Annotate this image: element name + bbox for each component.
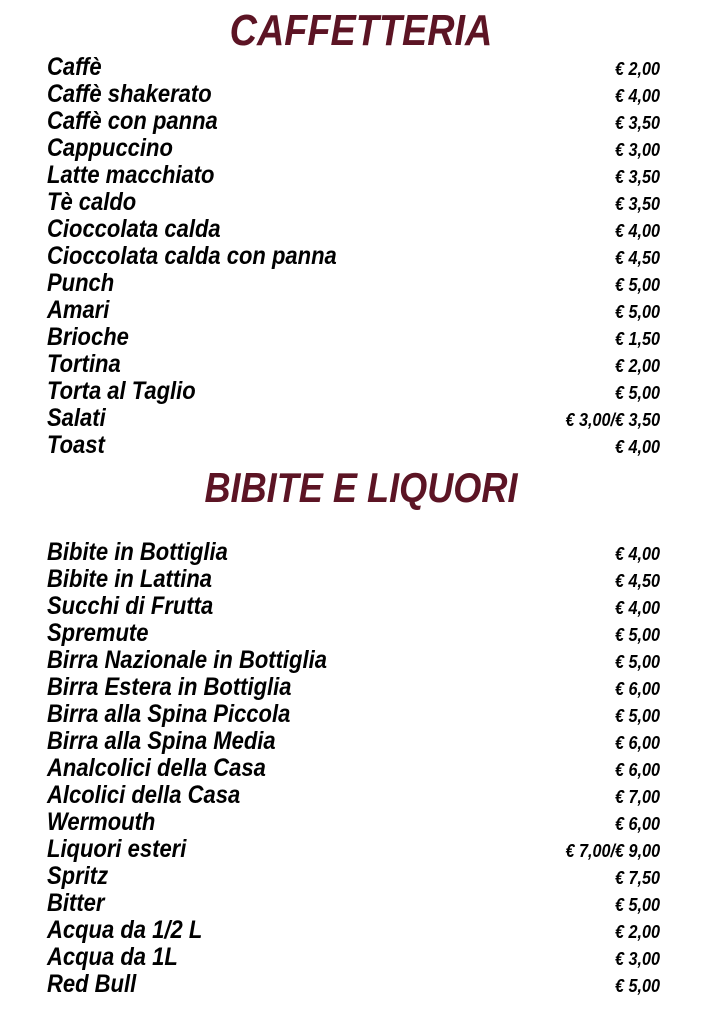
menu-item-name: Wermouth xyxy=(47,808,156,836)
menu-item xyxy=(47,351,660,378)
menu-item-name: Birra Nazionale in Bottiglia xyxy=(47,646,327,674)
menu-item-name: Alcolici della Casa xyxy=(47,781,241,809)
menu-item-price: € 5,00 xyxy=(614,706,660,726)
menu-item-price: € 5,00 xyxy=(614,275,660,295)
menu-item-price: € 5,00 xyxy=(614,895,660,915)
menu-item-price: € 7,00/€ 9,00 xyxy=(565,841,660,861)
menu-item xyxy=(47,917,660,944)
menu-item xyxy=(47,890,660,917)
menu-item xyxy=(47,54,660,81)
menu-item-name: Caffè shakerato xyxy=(47,80,212,108)
menu-item-name: Salati xyxy=(47,404,106,432)
menu-item-price: € 3,50 xyxy=(614,194,660,214)
menu-item-name: Caffè xyxy=(47,53,102,81)
menu-item xyxy=(47,782,660,809)
menu-item xyxy=(47,674,660,701)
menu-item-name: Birra alla Spina Piccola xyxy=(47,700,291,728)
menu-item-price: € 2,00 xyxy=(614,356,660,376)
menu-item-name: Punch xyxy=(47,269,115,297)
menu-item-price: € 6,00 xyxy=(614,814,660,834)
menu-item-name: Bitter xyxy=(47,889,105,917)
menu-item-name: Acqua da 1L xyxy=(47,943,178,971)
menu-item-name: Tortina xyxy=(47,350,121,378)
menu-item-name: Torta al Taglio xyxy=(47,377,196,405)
menu-item-price: € 5,00 xyxy=(614,652,660,672)
menu-item-price: € 5,00 xyxy=(614,302,660,322)
menu-item-name: Liquori esteri xyxy=(47,835,187,863)
menu-item xyxy=(47,135,660,162)
menu-item-price: € 7,50 xyxy=(614,868,660,888)
menu-item-price: € 4,00 xyxy=(614,598,660,618)
menu-item-price: € 4,00 xyxy=(614,544,660,564)
menu-item xyxy=(47,189,660,216)
menu-item-price: € 3,00/€ 3,50 xyxy=(565,410,660,430)
menu-item-price: € 2,00 xyxy=(614,922,660,942)
menu-item-price: € 4,00 xyxy=(614,86,660,106)
menu-item-name: Caffè con panna xyxy=(47,107,218,135)
menu-item-price: € 3,00 xyxy=(614,140,660,160)
menu-item xyxy=(47,836,660,863)
menu-item-name: Cappuccino xyxy=(47,134,173,162)
menu-item xyxy=(47,81,660,108)
menu-list-bibite-e-liquori xyxy=(47,539,660,998)
menu-item xyxy=(47,539,660,566)
menu-item xyxy=(47,243,660,270)
menu-item-price: € 4,50 xyxy=(614,571,660,591)
menu-item-name: Cioccolata calda con panna xyxy=(47,242,337,270)
menu-item xyxy=(47,647,660,674)
menu-item xyxy=(47,971,660,998)
menu-item-price: € 6,00 xyxy=(614,760,660,780)
menu-item-name: Bibite in Bottiglia xyxy=(47,538,228,566)
menu-item-price: € 4,50 xyxy=(614,248,660,268)
menu-item-price: € 1,50 xyxy=(614,329,660,349)
section-title-caffetteria: CAFFETTERIA xyxy=(229,6,493,55)
menu-item xyxy=(47,566,660,593)
section-title-bibite-e-liquori: BIBITE E LIQUORI xyxy=(204,464,518,511)
menu-item xyxy=(47,216,660,243)
menu-item-name: Succhi di Frutta xyxy=(47,592,214,620)
menu-item xyxy=(47,863,660,890)
menu-item-name: Red Bull xyxy=(47,970,137,998)
menu-item-name: Acqua da 1/2 L xyxy=(47,916,203,944)
menu-list-caffetteria xyxy=(47,54,660,459)
menu-item xyxy=(47,755,660,782)
menu-item xyxy=(47,270,660,297)
menu-item-price: € 5,00 xyxy=(614,383,660,403)
menu-item-price: € 4,00 xyxy=(614,221,660,241)
menu-item-name: Spremute xyxy=(47,619,149,647)
menu-item xyxy=(47,297,660,324)
menu-item-name: Toast xyxy=(47,431,105,459)
menu-item-name: Brioche xyxy=(47,323,129,351)
menu-item xyxy=(47,944,660,971)
menu-item-name: Cioccolata calda xyxy=(47,215,221,243)
menu-item xyxy=(47,324,660,351)
menu-item xyxy=(47,432,660,459)
menu-item-name: Birra alla Spina Media xyxy=(47,727,276,755)
menu-item xyxy=(47,728,660,755)
menu-item-name: Bibite in Lattina xyxy=(47,565,212,593)
menu-item xyxy=(47,162,660,189)
menu-item-price: € 5,00 xyxy=(614,625,660,645)
menu-item xyxy=(47,405,660,432)
menu-item-name: Analcolici della Casa xyxy=(47,754,266,782)
menu-item-price: € 3,00 xyxy=(614,949,660,969)
menu-item-price: € 2,00 xyxy=(614,59,660,79)
menu-item xyxy=(47,593,660,620)
menu-item xyxy=(47,378,660,405)
menu-item-price: € 6,00 xyxy=(614,733,660,753)
menu-item-price: € 6,00 xyxy=(614,679,660,699)
menu-item-name: Tè caldo xyxy=(47,188,137,216)
menu-item-price: € 4,00 xyxy=(614,437,660,457)
menu-item xyxy=(47,620,660,647)
menu-item xyxy=(47,809,660,836)
menu-item-name: Latte macchiato xyxy=(47,161,215,189)
menu-item xyxy=(47,108,660,135)
menu-item-price: € 7,00 xyxy=(614,787,660,807)
menu-item-price: € 5,00 xyxy=(614,976,660,996)
menu-item-name: Amari xyxy=(47,296,110,324)
menu-item xyxy=(47,701,660,728)
menu-item-price: € 3,50 xyxy=(614,113,660,133)
menu-item-price: € 3,50 xyxy=(614,167,660,187)
menu-item-name: Birra Estera in Bottiglia xyxy=(47,673,292,701)
menu-item-name: Spritz xyxy=(47,862,109,890)
